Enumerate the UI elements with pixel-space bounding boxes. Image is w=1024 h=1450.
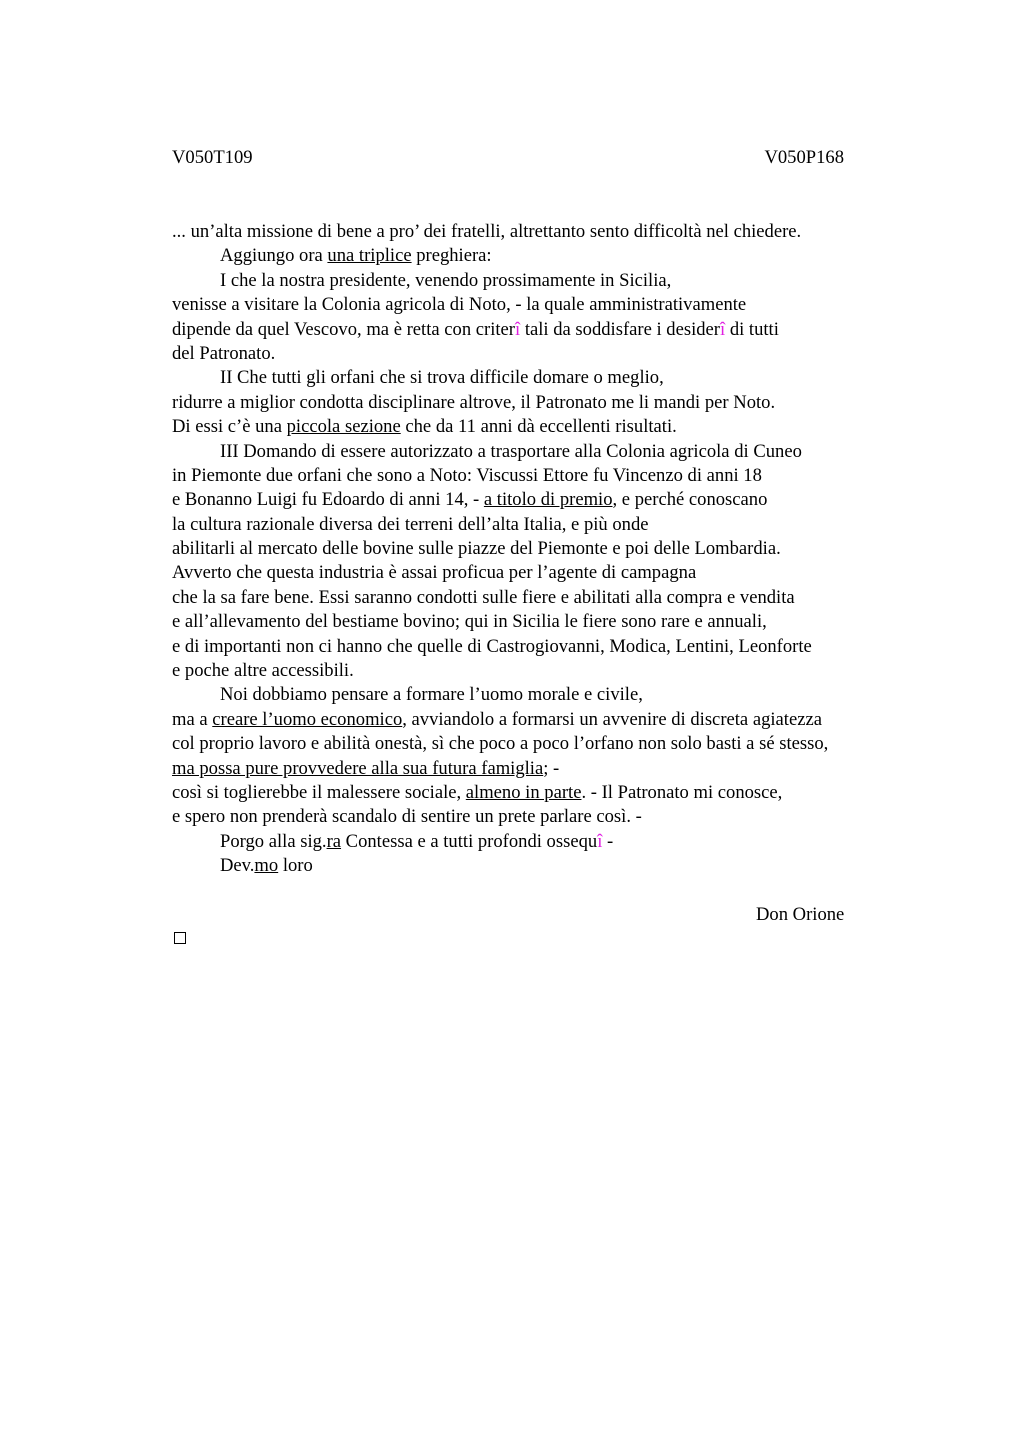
underlined-text: una triplice — [327, 245, 412, 267]
text-line: I che la nostra presidente, venendo prossimamente in Sicilia, — [220, 269, 672, 291]
highlighted-accent: î — [720, 318, 726, 340]
text-line: col proprio lavoro e abilità onestà, sì che poco a poco l’orfano non solo basti a sé stesso, — [172, 733, 829, 755]
highlighted-accent: î — [515, 318, 521, 340]
underlined-text: a titolo di premio — [483, 489, 613, 511]
page-header — [172, 147, 844, 171]
text-line: ma a creare l’uomo economico, avviandolo a formarsi un avvenire di discreta agiatezza — [172, 708, 822, 730]
text-line: abilitarli al mercato delle bovine sulle piazze del Piemonte e poi delle Lombardia. — [172, 538, 781, 560]
document-code-right: V050P168 — [764, 147, 844, 168]
underlined-text: piccola sezione — [286, 416, 401, 438]
text-line: Aggiungo ora una triplice preghiera: — [220, 245, 492, 267]
checkbox-square-icon — [174, 932, 186, 944]
text-line: II Che tutti gli orfani che si trova difficile domare o meglio, — [220, 367, 664, 389]
underlined-text: almeno in parte — [465, 781, 582, 803]
text-line: così si toglierebbe il malessere sociale, almeno in parte. - Il Patronato mi conosce, — [172, 781, 783, 803]
text-line: in Piemonte due orfani che sono a Noto: Viscussi Ettore fu Vincenzo di anni 18 — [172, 464, 762, 486]
text-line: e di importanti non ci hanno che quelle di Castrogiovanni, Modica, Lentini, Leonforte — [172, 635, 812, 657]
text-line: che la sa fare bene. Essi saranno condotti sulle fiere e abilitati alla compra e vendita — [172, 586, 795, 608]
signature: Don Orione — [756, 904, 845, 925]
text-line: Di essi c’è una piccola sezione che da 11 anni dà eccellenti risultati. — [172, 416, 677, 438]
text-line: ridurre a miglior condotta disciplinare altrove, il Patronato me li mandi per Noto. — [172, 391, 776, 413]
letter-body — [172, 220, 912, 879]
underlined-text: mo — [254, 855, 279, 877]
underlined-text: creare l’uomo economico — [212, 708, 403, 730]
text-line: e all’allevamento del bestiame bovino; qui in Sicilia le fiere sono rare e annuali, — [172, 611, 767, 633]
text-line: Porgo alla sig.ra Contessa e a tutti profondi ossequî - — [220, 830, 614, 852]
text-line: ma possa pure provvedere alla sua futura famiglia; - — [172, 757, 560, 779]
text-line: del Patronato. — [172, 342, 276, 364]
text-line: dipende da quel Vescovo, ma è retta con criterî tali da soddisfare i desiderî di tutti — [172, 318, 779, 340]
text-line: ... un’alta missione di bene a pro’ dei fratelli, altrettanto sento difficoltà nel chiedere. — [172, 221, 802, 242]
underlined-text: ra — [326, 830, 342, 852]
text-line: Noi dobbiamo pensare a formare l’uomo morale e civile, — [220, 684, 643, 706]
document-code-left: V050T109 — [172, 147, 253, 168]
text-line: la cultura razionale diversa dei terreni dell’alta Italia, e più onde — [172, 513, 649, 535]
text-line: III Domando di essere autorizzato a trasportare alla Colonia agricola di Cuneo — [220, 440, 802, 462]
text-line: Avverto che questa industria è assai proficua per l’agente di campagna — [172, 562, 697, 584]
text-line: venisse a visitare la Colonia agricola di Noto, - la quale amministrativamente — [172, 294, 747, 316]
text-line: e poche altre accessibili. — [172, 660, 354, 682]
underlined-text: ma possa pure provvedere alla sua futura famiglia — [172, 757, 544, 779]
text-line: e spero non prenderà scandalo di sentire un prete parlare così. - — [172, 806, 642, 828]
highlighted-accent: î — [597, 830, 603, 852]
text-line: e Bonanno Luigi fu Edoardo di anni 14, - a titolo di premio, e perché conoscano — [172, 489, 768, 511]
closing-line: Dev.mo loro — [220, 855, 313, 877]
